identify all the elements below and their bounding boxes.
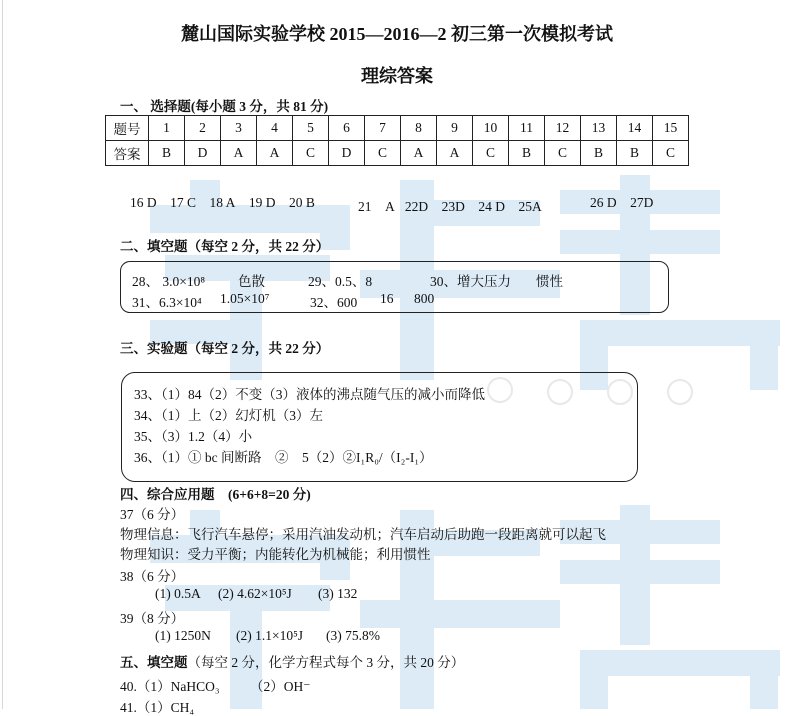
answer-cell: C: [653, 141, 689, 166]
document-title: 麓山国际实验学校 2015—2016—2 初三第一次模拟考试: [181, 24, 613, 44]
question-39: 39（8 分）: [120, 611, 185, 626]
answer-30: 30、增大压力: [430, 274, 511, 289]
answer-item: 25A: [518, 199, 542, 214]
section5-heading-rest: （每空 2 分，化学方程式每个 3 分，共 20 分）: [187, 655, 465, 670]
section1-heading: 一、 选择题(每小题 3 分，共 81 分): [120, 99, 329, 114]
question-number: 13: [581, 116, 617, 141]
section3-heading: 三、实验题（每空 2 分，共 22 分）: [120, 341, 330, 356]
answer-item: 16 D: [130, 195, 157, 210]
answer-cell: A: [257, 141, 293, 166]
answer-41: 41.（1）CH₄: [120, 700, 195, 715]
more-answers-3: [590, 195, 653, 211]
section5-heading-bold: 五、填空题: [120, 655, 188, 670]
answer-40-1: 40.（1）NaHCO₃: [120, 679, 220, 694]
question-37: 37（6 分）: [120, 507, 185, 522]
answer-cell: B: [149, 141, 185, 166]
more-answers-2: [358, 195, 542, 215]
answer-item: 26 D: [590, 195, 617, 210]
answer-cell: C: [365, 141, 401, 166]
answer-item: 18 A: [209, 195, 236, 210]
answer-cell: C: [473, 141, 509, 166]
answer-32b: 16: [380, 291, 394, 306]
question-number: 1: [149, 116, 185, 141]
answer-cell: B: [509, 141, 545, 166]
answer-38-1: (1) 0.5A: [155, 586, 201, 601]
answer-item: 17 C: [170, 195, 197, 210]
answer-30b: 惯性: [536, 274, 563, 289]
answer-cell: D: [185, 141, 221, 166]
question-number: 15: [653, 116, 689, 141]
answer-28: 28、 3.0×10⁸: [132, 274, 206, 289]
answer-38-3: (3) 132: [318, 586, 358, 601]
answer-cell: C: [545, 141, 581, 166]
answer-cell: A: [437, 141, 473, 166]
answer-table: [105, 115, 689, 166]
question-number: 12: [545, 116, 581, 141]
answer-28b: 色散: [238, 274, 265, 289]
question-number: 7: [365, 116, 401, 141]
answer-31b: 1.05×10⁷: [220, 291, 270, 306]
more-answers: [130, 195, 315, 211]
answer-item: 27D: [630, 195, 654, 210]
answer-32c: 800: [414, 291, 435, 306]
question-number: 14: [617, 116, 653, 141]
document-subtitle: 理综答案: [361, 66, 433, 86]
answer-34: 34、（1）上（2）幻灯机（3）左: [134, 408, 323, 423]
question-number: 3: [221, 116, 257, 141]
question-37-info: 物理信息：飞行汽车悬停；采用汽油发动机；汽车启动后助跑一段距离就可以起飞: [120, 527, 606, 542]
answer-item: 20 B: [289, 195, 315, 210]
answer-item: 21 A: [358, 199, 395, 214]
question-number: 8: [401, 116, 437, 141]
answer-cell: A: [221, 141, 257, 166]
row-label: 题号: [106, 116, 149, 141]
table-row-answers: [106, 141, 689, 166]
question-number: 5: [293, 116, 329, 141]
answer-cell: D: [329, 141, 365, 166]
answer-39-1: (1) 1250N: [155, 628, 211, 643]
answer-33: 33、（1）84（2）不变（3）液体的沸点随气压的减小而降低: [134, 387, 485, 402]
answer-40-2: （2）OH⁻: [250, 679, 311, 694]
section5-heading: [120, 651, 464, 671]
answer-cell: C: [293, 141, 329, 166]
question-37-knowledge: 物理知识：受力平衡；内能转化为机械能；利用惯性: [120, 547, 431, 562]
answer-32: 32、600: [310, 295, 358, 310]
row-label: 答案: [106, 141, 149, 166]
answer-39-2: (2) 1.1×10⁵J: [236, 628, 304, 643]
question-number: 10: [473, 116, 509, 141]
answer-29: 29、0.5、8: [308, 274, 373, 289]
question-number: 6: [329, 116, 365, 141]
answer-item: 19 D: [248, 195, 276, 210]
question-number: 2: [185, 116, 221, 141]
answer-item: 22D: [404, 199, 429, 214]
section4-heading: 四、综合应用题 (6+6+8=20 分): [120, 487, 311, 502]
answer-35: 35、（3）1.2（4）小: [134, 429, 253, 444]
question-38: 38（6 分）: [120, 569, 185, 584]
table-row-numbers: [106, 116, 689, 141]
question-number: 9: [437, 116, 473, 141]
answer-item: 24 D: [478, 199, 505, 214]
section2-heading: 二、填空题（每空 2 分，共 22 分）: [120, 239, 330, 254]
answer-item: 23D: [441, 199, 465, 214]
question-number: 4: [257, 116, 293, 141]
answer-cell: B: [581, 141, 617, 166]
question-number: 11: [509, 116, 545, 141]
answer-31: 31、6.3×10⁴: [132, 295, 202, 310]
answer-cell: A: [401, 141, 437, 166]
answer-39-3: (3) 75.8%: [326, 628, 380, 643]
answer-38-2: (2) 4.62×10⁵J: [218, 586, 292, 601]
answer-cell: B: [617, 141, 653, 166]
answer-36: 36、（1）① bc 间断路 ② 5（2）②I₁R₀/（I₂-I₁）: [134, 450, 433, 465]
